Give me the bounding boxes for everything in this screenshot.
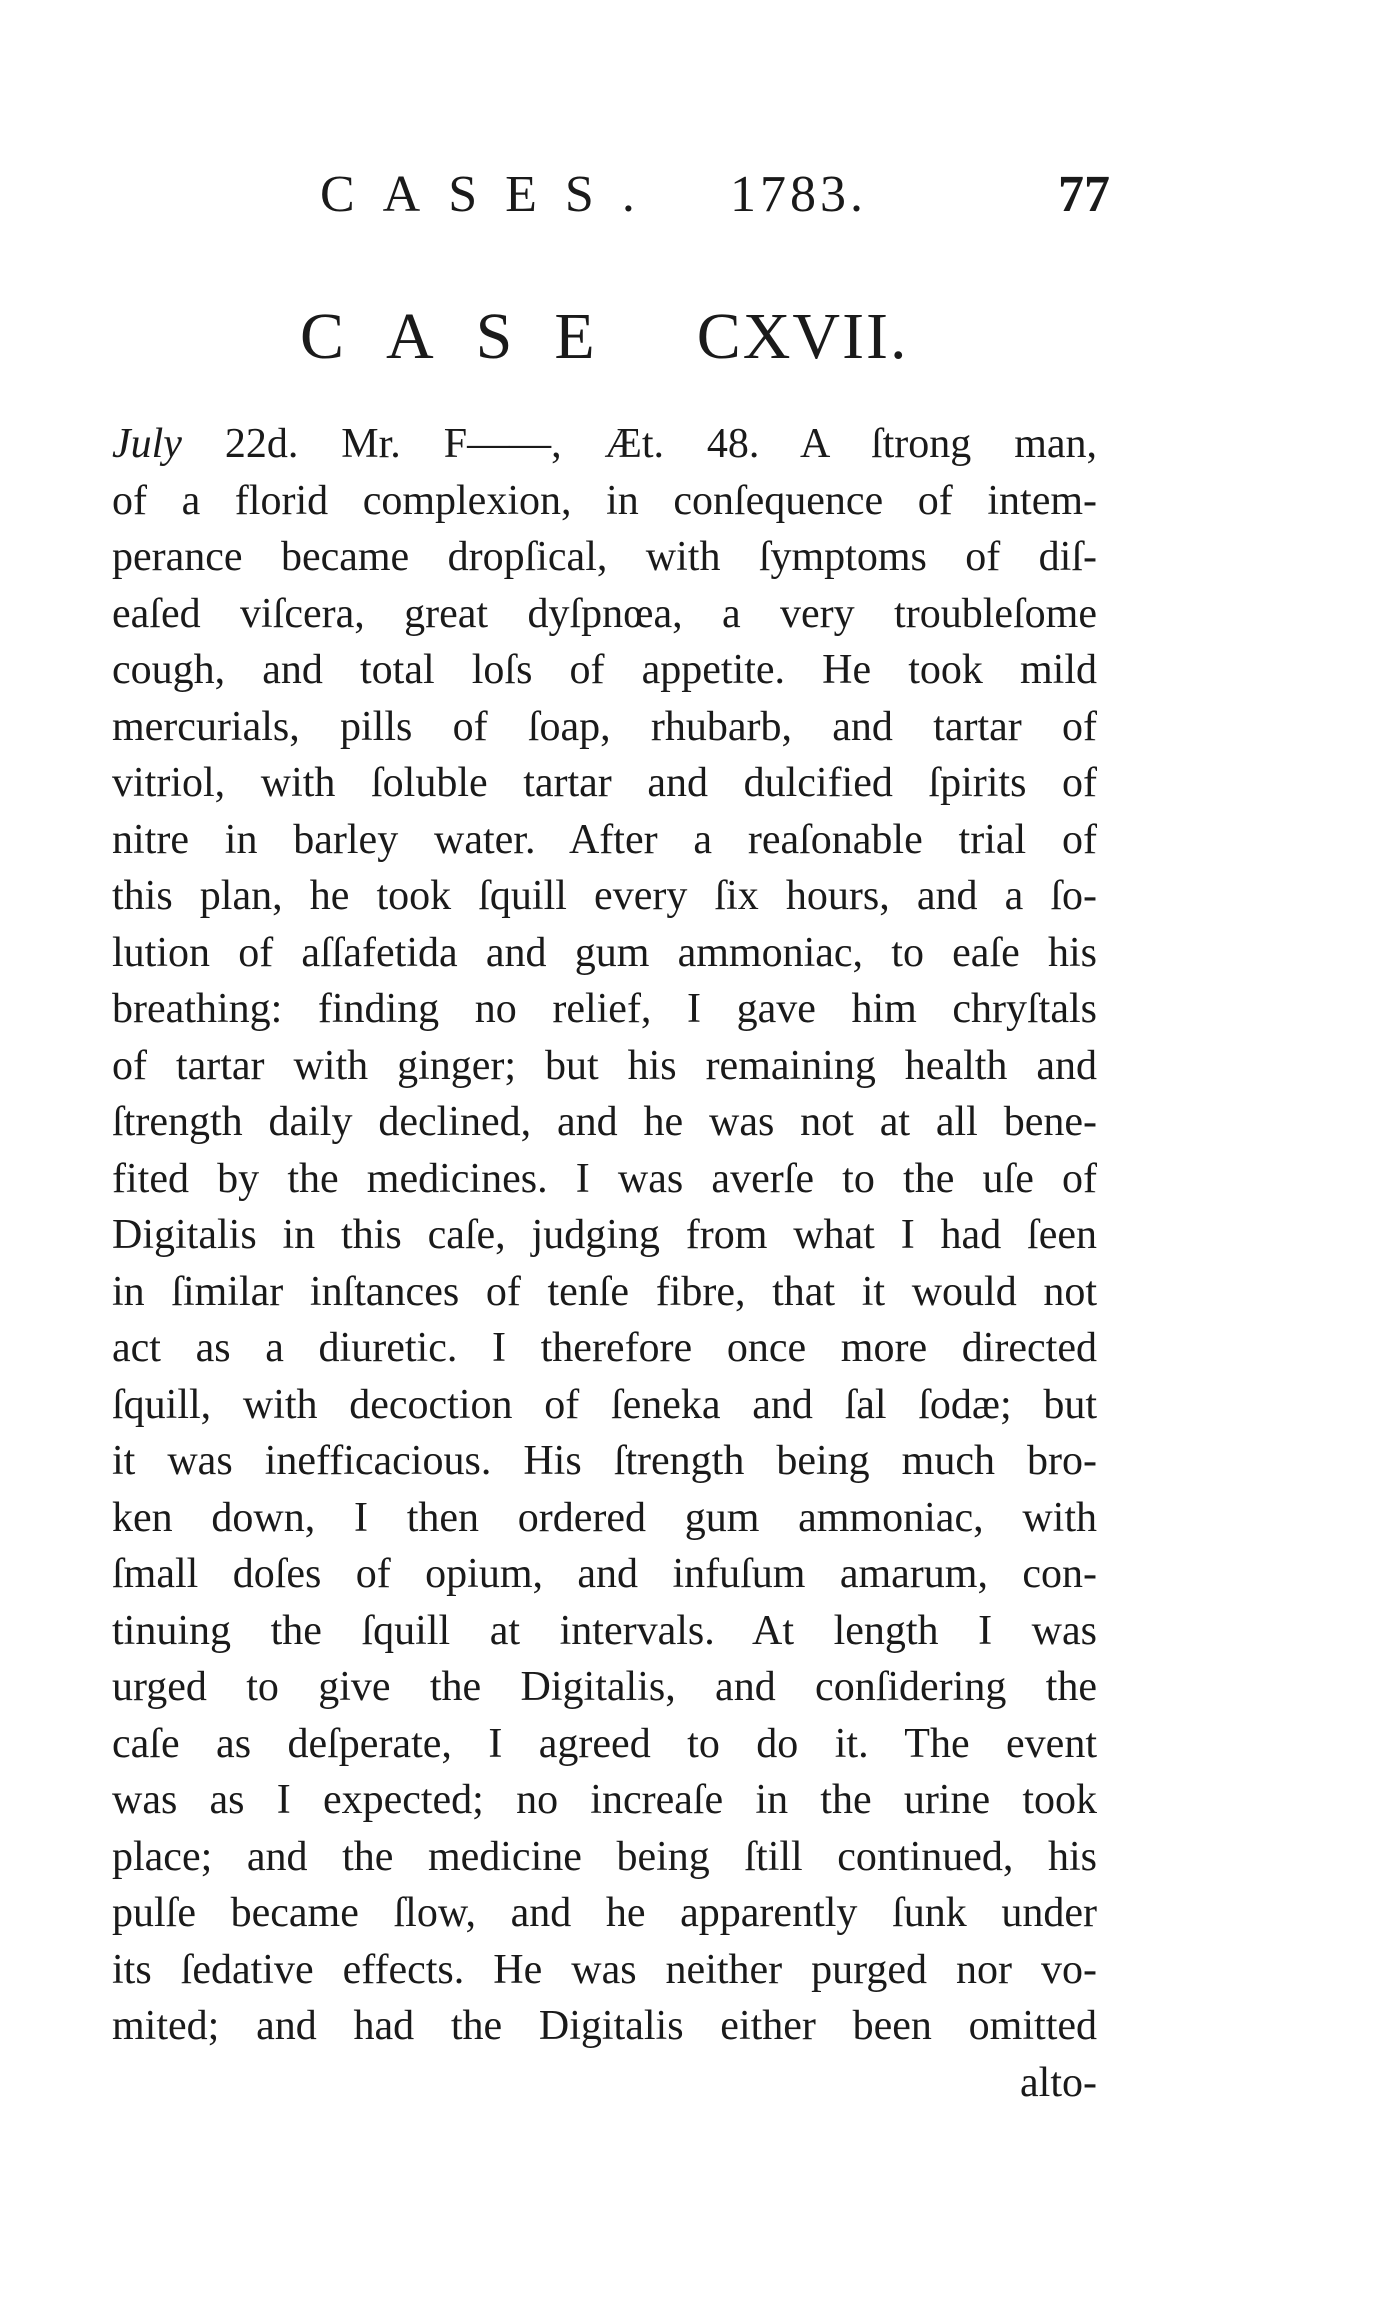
running-head bbox=[320, 150, 1110, 240]
text-line: breathing: finding no relief, I gave him chryſtals bbox=[112, 986, 1097, 1032]
text-line: of tartar with ginger; but his remaining health and bbox=[112, 1042, 1097, 1089]
text-line: its ſedative effects. He was neither purged nor vo- bbox=[112, 1946, 1097, 1993]
text-line: urged to give the Digitalis, and conſidering the bbox=[112, 1664, 1097, 1710]
text-line: lution of aſſafetida and gum ammoniac, to eaſe his bbox=[112, 929, 1097, 976]
running-head-title: CASES. bbox=[320, 166, 663, 223]
page-number: 77 bbox=[1058, 166, 1110, 223]
catchword: alto- bbox=[1020, 2059, 1097, 2106]
text-line: fited by the medicines. I was averſe to the uſe of bbox=[112, 1155, 1097, 1202]
text-line: place; and the medicine being ſtill continued, his bbox=[112, 1833, 1097, 1880]
case-heading bbox=[300, 292, 1100, 382]
text-line: pulſe became ſlow, and he apparently ſunk under bbox=[112, 1890, 1097, 1936]
text-line: mercurials, pills of ſoap, rhubarb, and tartar of bbox=[112, 703, 1097, 750]
text-line: act as a diuretic. I therefore once more directed bbox=[112, 1325, 1097, 1371]
text-line: ſmall doſes of opium, and infuſum amarum, con- bbox=[112, 1551, 1097, 1597]
text-line: in ſimilar inſtances of tenſe fibre, that it would not bbox=[112, 1268, 1097, 1315]
text-line: tinuing the ſquill at intervals. At length I was bbox=[112, 1607, 1097, 1654]
text-line: mited; and had the Digitalis either been omitted bbox=[112, 2003, 1097, 2049]
text-line: cough, and total loſs of appetite. He took mild bbox=[112, 647, 1097, 693]
text-line: caſe as deſperate, I agreed to do it. The event bbox=[112, 1720, 1097, 1767]
case-date-month: July bbox=[112, 421, 182, 467]
text-line: ſtrength daily declined, and he was not at all bene- bbox=[112, 1099, 1097, 1145]
text-line: ken down, I then ordered gum ammoniac, with bbox=[112, 1494, 1097, 1541]
text-line: of a florid complexion, in conſequence of intem- bbox=[112, 477, 1097, 524]
case-paragraph bbox=[112, 416, 1097, 2111]
text-line: this plan, he took ſquill every ſix hours, and a ſo- bbox=[112, 873, 1097, 919]
case-label: CASE bbox=[300, 300, 637, 373]
text-line: it was inefficacious. His ſtrength being much bro- bbox=[112, 1438, 1097, 1484]
text-line: eaſed viſcera, great dyſpnœa, a very troubleſome bbox=[112, 590, 1097, 637]
text-line: Digitalis in this caſe, judging from what I had ſeen bbox=[112, 1212, 1097, 1258]
running-head-year: 1783. bbox=[730, 166, 867, 223]
case-number: CXVII. bbox=[696, 300, 909, 373]
text-line: nitre in barley water. After a reaſonable trial of bbox=[112, 816, 1097, 863]
text-line-content: 22d. Mr. F——, Æt. 48. A ſtrong man, bbox=[181, 421, 1097, 467]
text-line: ſquill, with decoction of ſeneka and ſal ſodæ; but bbox=[112, 1381, 1097, 1428]
text-line: perance became dropſical, with ſymptoms of diſ- bbox=[112, 534, 1097, 580]
text-line: was as I expected; no increaſe in the urine took bbox=[112, 1777, 1097, 1823]
text-line bbox=[112, 416, 1097, 473]
text-line: vitriol, with ſoluble tartar and dulcified ſpirits of bbox=[112, 760, 1097, 806]
